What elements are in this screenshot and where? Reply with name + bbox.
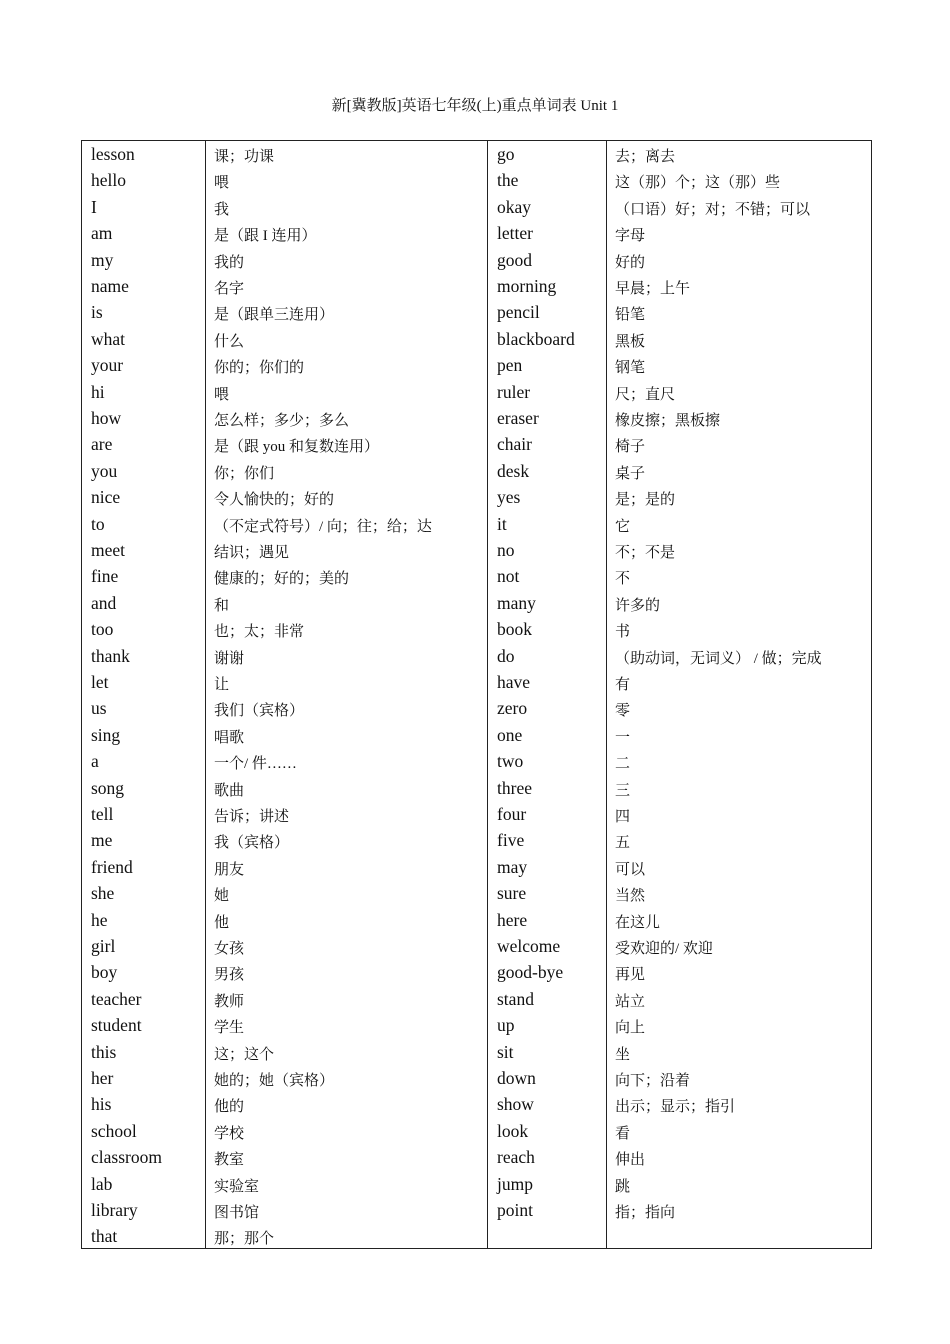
word-cell: lab (91, 1173, 113, 1194)
word-cell: have (497, 672, 531, 692)
word-cell: and (91, 592, 117, 613)
meaning-cell: 结识；遇见 (214, 545, 290, 561)
word-cell: not (497, 566, 520, 587)
meaning-cell: 谢谢 (214, 650, 245, 667)
meaning-cell: 那；那个 (214, 1231, 275, 1248)
word-cell: sit (497, 1041, 514, 1062)
word-cell: school (91, 1120, 137, 1141)
meaning-cell: 我（宾格） (214, 835, 290, 852)
meaning-cell: 名字 (214, 281, 245, 297)
meaning-cell: 喂 (214, 175, 230, 192)
meaning-cell: 课；功课 (214, 149, 275, 165)
meaning-cell: 这（那）个；这（那）些 (615, 175, 781, 192)
meaning-cell: 喂 (214, 386, 230, 403)
word-cell: down (497, 1068, 536, 1088)
word-cell: let (91, 672, 109, 692)
meaning-cell: 让 (214, 677, 230, 693)
meaning-cell: 零 (615, 703, 631, 720)
word-cell: one (497, 724, 523, 745)
meaning-cell: 早晨；上午 (615, 281, 691, 297)
word-cell: point (497, 1200, 533, 1220)
word-cell: sure (497, 883, 527, 904)
meaning-cell: 朋友 (214, 861, 245, 878)
meaning-cell: 字母 (615, 228, 646, 245)
meaning-cell: （助动词，无词义） / 做；完成 (615, 650, 822, 667)
meaning-cell: 出示；显示；指引 (615, 1099, 736, 1116)
word-cell: no (497, 540, 515, 560)
word-cell: am (91, 223, 113, 244)
meaning-cell: 椅子 (615, 439, 646, 456)
word-cell: friend (91, 856, 133, 877)
meaning-cell: 不 (615, 571, 631, 588)
word-cell: good (497, 249, 532, 270)
meaning-cell: 告诉；讲述 (214, 809, 290, 825)
right-word-column (488, 141, 607, 1248)
meaning-cell: 橡皮擦；黑板擦 (615, 413, 721, 429)
word-cell: blackboard (497, 328, 575, 349)
right-meaning-column (607, 141, 871, 1248)
word-cell: me (91, 830, 113, 851)
meaning-cell: 去；离去 (615, 149, 676, 165)
word-cell: boy (91, 962, 118, 983)
vocabulary-table (81, 140, 872, 1249)
meaning-cell: 图书馆 (214, 1205, 260, 1221)
word-cell: a (91, 751, 99, 772)
meaning-cell: 钢笔 (615, 360, 646, 377)
meaning-cell: 也；太；非常 (214, 624, 305, 641)
meaning-cell: 和 (214, 597, 230, 614)
word-cell: student (91, 1015, 142, 1036)
meaning-cell: （不定式符号）/ 向；往；给；达 (214, 518, 432, 535)
meaning-cell: 教室 (214, 1152, 245, 1169)
word-cell: your (91, 355, 124, 376)
word-cell: five (497, 830, 525, 851)
meaning-cell: 站立 (615, 993, 646, 1010)
word-cell: hello (91, 170, 126, 191)
meaning-cell: 学生 (214, 1020, 245, 1037)
meaning-cell: 歌曲 (214, 782, 245, 799)
word-cell: ruler (497, 381, 531, 402)
meaning-cell: 是（跟单三连用） (214, 307, 335, 324)
word-cell: are (91, 434, 113, 455)
meaning-cell: 健康的；好的；美的 (214, 571, 350, 588)
word-cell: jump (497, 1173, 533, 1194)
word-cell: he (91, 909, 108, 930)
word-cell: I (91, 196, 97, 217)
meaning-cell: 你的；你们的 (214, 360, 305, 377)
word-cell: okay (497, 196, 532, 217)
meaning-cell: 跳 (615, 1178, 631, 1195)
document-title: 新[冀教版]英语七年级(上)重点单词表 Unit 1 (331, 98, 619, 114)
word-cell: four (497, 804, 527, 824)
meaning-cell: 伸出 (615, 1152, 646, 1169)
word-cell: his (91, 1094, 112, 1115)
meaning-cell: 他的 (214, 1099, 245, 1116)
meaning-cell: 一个/ 件…… (214, 756, 297, 773)
word-cell: letter (497, 223, 533, 244)
meaning-cell: 男孩 (214, 967, 245, 984)
word-cell: many (497, 592, 536, 613)
word-cell: eraser (497, 408, 539, 428)
meaning-cell: 受欢迎的/ 欢迎 (615, 941, 713, 957)
word-cell: tell (91, 804, 114, 824)
word-cell: too (91, 619, 114, 640)
meaning-cell: 好的 (615, 254, 646, 271)
word-cell: hi (91, 381, 105, 402)
meaning-cell: 再见 (615, 967, 646, 984)
word-cell: book (497, 619, 532, 640)
word-cell: zero (497, 698, 528, 719)
meaning-cell: 可以 (615, 861, 646, 878)
meaning-cell: 他 (214, 914, 230, 931)
meaning-cell: 有 (615, 677, 631, 693)
meaning-cell: 当然 (615, 888, 646, 905)
word-cell: up (497, 1015, 515, 1036)
meaning-cell: 学校 (214, 1125, 245, 1142)
meaning-cell: 五 (615, 835, 631, 852)
word-cell: chair (497, 434, 532, 455)
meaning-cell: 我 (214, 201, 230, 218)
word-cell: it (497, 513, 507, 534)
word-cell: pencil (497, 302, 540, 323)
meaning-cell: 你；你们 (214, 465, 275, 482)
word-cell: look (497, 1120, 529, 1141)
meaning-cell: 桌子 (615, 465, 646, 482)
word-cell: yes (497, 487, 521, 508)
word-cell: us (91, 698, 107, 719)
word-cell: you (91, 460, 118, 481)
word-cell: meet (91, 540, 126, 560)
word-cell: good-bye (497, 962, 564, 983)
word-cell: fine (91, 566, 119, 587)
word-cell: to (91, 513, 105, 534)
left-meaning-column (206, 141, 488, 1248)
word-cell: reach (497, 1147, 535, 1168)
meaning-cell: 是；是的 (615, 492, 676, 509)
meaning-cell: 书 (615, 624, 631, 641)
meaning-cell: 铅笔 (615, 307, 646, 324)
word-cell: girl (91, 936, 116, 956)
word-cell: name (91, 276, 129, 296)
word-cell: this (91, 1041, 117, 1062)
word-cell: here (497, 909, 528, 930)
word-cell: morning (497, 276, 557, 296)
meaning-cell: 它 (615, 518, 631, 535)
meaning-cell: 怎么样；多少；多么 (214, 413, 350, 429)
meaning-cell: 一 (615, 729, 631, 746)
meaning-cell: 许多的 (615, 597, 661, 614)
word-cell: song (91, 777, 125, 798)
meaning-cell: 不；不是 (615, 545, 676, 561)
word-cell: how (91, 408, 122, 428)
meaning-cell: 向上 (615, 1020, 646, 1037)
word-cell: do (497, 645, 515, 666)
word-cell: classroom (91, 1147, 162, 1168)
word-cell: stand (497, 988, 534, 1009)
word-cell: library (91, 1200, 138, 1220)
meaning-cell: 什么 (214, 333, 245, 350)
meaning-cell: 向下；沿着 (615, 1073, 691, 1089)
meaning-cell: 她的；她（宾格） (214, 1073, 335, 1089)
word-cell: desk (497, 460, 530, 481)
meaning-cell: 女孩 (214, 941, 245, 957)
meaning-cell: 这；这个 (214, 1046, 275, 1063)
word-cell: what (91, 328, 126, 349)
meaning-cell: 指；指向 (615, 1205, 676, 1221)
word-cell: thank (91, 645, 130, 666)
word-cell: the (497, 170, 519, 191)
meaning-cell: 二 (615, 756, 631, 773)
meaning-cell: 尺；直尺 (615, 386, 676, 403)
word-cell: sing (91, 724, 121, 745)
meaning-cell: 看 (615, 1125, 631, 1142)
word-cell: go (497, 144, 515, 164)
word-cell: my (91, 249, 114, 270)
word-cell: three (497, 777, 532, 798)
word-cell: pen (497, 355, 523, 376)
meaning-cell: （口语）好；对；不错；可以 (615, 201, 811, 218)
meaning-cell: 唱歌 (214, 729, 245, 746)
meaning-cell: 三 (615, 782, 631, 799)
word-cell: may (497, 856, 528, 877)
meaning-cell: 她 (214, 888, 230, 905)
meaning-cell: 实验室 (214, 1178, 260, 1195)
word-cell: she (91, 883, 115, 904)
meaning-cell: 我们（宾格） (214, 703, 305, 720)
left-word-column (82, 141, 206, 1248)
meaning-cell: 黑板 (615, 333, 646, 350)
meaning-cell: 坐 (615, 1046, 631, 1063)
meaning-cell: 令人愉快的；好的 (214, 492, 335, 509)
meaning-cell: 是（跟 I 连用） (214, 228, 317, 245)
meaning-cell: 我的 (214, 254, 245, 271)
word-cell: teacher (91, 988, 142, 1009)
meaning-cell: 是（跟 you 和复数连用） (214, 439, 380, 456)
meaning-cell: 四 (615, 809, 631, 825)
word-cell: show (497, 1094, 534, 1115)
word-cell: welcome (497, 936, 561, 956)
word-cell: lesson (91, 144, 135, 164)
word-cell: that (91, 1226, 118, 1247)
word-cell: nice (91, 487, 121, 508)
meaning-cell: 在这儿 (615, 914, 661, 931)
word-cell: two (497, 751, 524, 772)
word-cell: is (91, 302, 103, 323)
word-cell: her (91, 1068, 114, 1088)
meaning-cell: 教师 (214, 993, 245, 1010)
